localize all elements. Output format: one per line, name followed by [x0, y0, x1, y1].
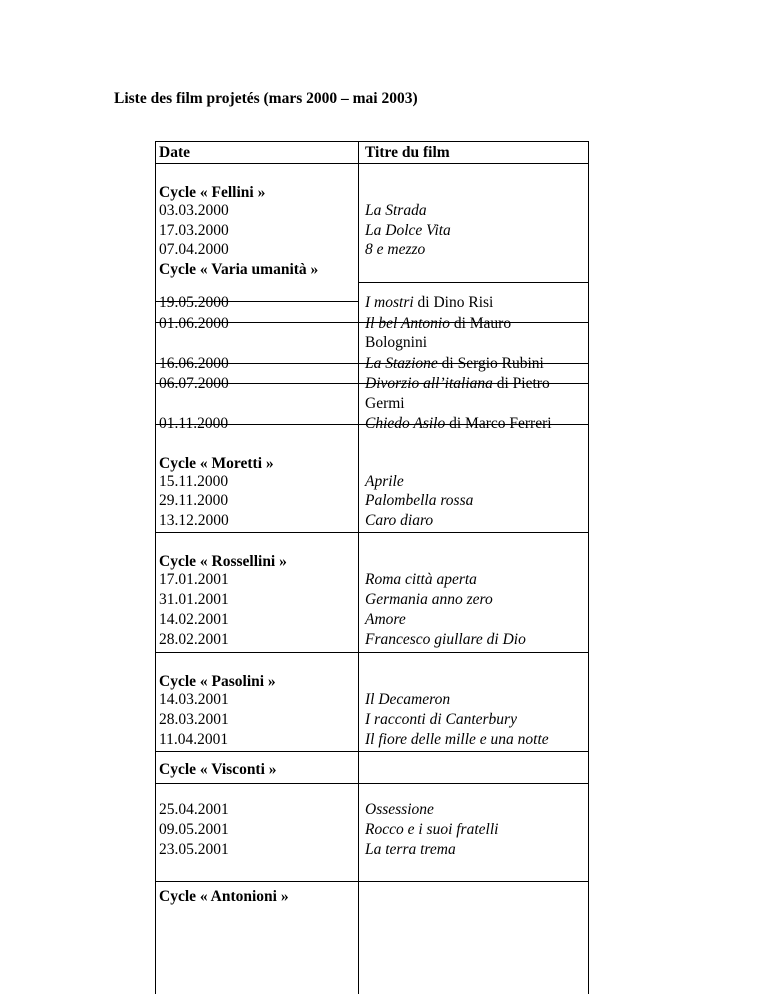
film-director: di Dino Risi [413, 294, 494, 311]
film-title: Roma città aperta [365, 571, 477, 588]
screening-date: 17.03.2000 [159, 222, 229, 239]
screening-date: 15.11.2000 [159, 473, 229, 490]
film-entry [365, 354, 544, 374]
film-entry [365, 374, 550, 394]
cycle-heading: Cycle « Fellini » [159, 184, 266, 201]
film-title: Aprile [365, 473, 404, 490]
screening-date: 07.04.2000 [159, 241, 229, 258]
film-title: La Stazione [365, 355, 438, 372]
row-divider [155, 751, 589, 752]
screening-date: 23.05.2001 [159, 841, 229, 858]
film-director: di Sergio Rubini [437, 355, 544, 372]
film-title: I racconti di Canterbury [365, 711, 517, 728]
screening-date: 29.11.2000 [159, 492, 229, 509]
film-title: I mostri [365, 294, 414, 311]
table-border-right [588, 141, 589, 994]
screening-date: 25.04.2001 [159, 801, 229, 818]
cycle-heading: Cycle « Visconti » [159, 761, 277, 778]
screening-date: 14.02.2001 [159, 611, 229, 628]
screening-date: 16.06.2000 [159, 355, 229, 372]
screening-date: 17.01.2001 [159, 571, 229, 588]
cycle-heading: Cycle « Antonioni » [159, 888, 289, 905]
table-border-left [155, 141, 156, 994]
row-divider [155, 163, 589, 164]
film-title: Chiedo Asilo [365, 415, 446, 432]
screening-date: 09.05.2001 [159, 821, 229, 838]
row-divider [155, 783, 589, 784]
film-title: Caro diaro [365, 512, 434, 529]
film-title: Il Decameron [365, 691, 451, 708]
film-title: 8 e mezzo [365, 241, 426, 258]
film-entry [365, 414, 552, 434]
film-entry [365, 314, 511, 334]
row-divider [155, 532, 589, 533]
film-director: di Pietro [492, 375, 550, 392]
row-divider [155, 652, 589, 653]
film-title: Il bel Antonio [365, 315, 450, 332]
film-director: di Mauro [449, 315, 512, 332]
film-title: Il fiore delle mille e una notte [365, 731, 549, 748]
screening-date: 01.11.2000 [159, 415, 229, 432]
film-title: Germania anno zero [365, 591, 493, 608]
screening-date: 13.12.2000 [159, 512, 229, 529]
film-title: Francesco giullare di Dio [365, 631, 526, 648]
document-title: Liste des film projetés (mars 2000 – mai 2003) [114, 90, 418, 107]
film-title: La Strada [365, 202, 427, 219]
screening-date: 06.07.2000 [159, 375, 229, 392]
film-title: Palombella rossa [365, 492, 474, 509]
screening-date: 11.04.2001 [159, 731, 229, 748]
header-date: Date [159, 144, 190, 161]
row-divider [155, 881, 589, 882]
screening-date: 28.03.2001 [159, 711, 229, 728]
header-film-title: Titre du film [365, 144, 450, 161]
cycle-heading: Cycle « Rossellini » [159, 553, 287, 570]
film-title: Amore [365, 611, 406, 628]
table-column-divider [358, 141, 359, 994]
film-title: Rocco e i suoi fratelli [365, 821, 499, 838]
screening-date: 14.03.2001 [159, 691, 229, 708]
screening-date: 31.01.2001 [159, 591, 229, 608]
film-director-continued: Germi [365, 395, 405, 412]
film-title: La Dolce Vita [365, 222, 451, 239]
cycle-heading: Cycle « Varia umanità » [159, 261, 319, 278]
film-title: La terra trema [365, 841, 456, 858]
cycle-heading: Cycle « Pasolini » [159, 673, 276, 690]
film-director-continued: Bolognini [365, 334, 428, 351]
cycle-heading: Cycle « Moretti » [159, 455, 274, 472]
film-director: di Marco Ferreri [445, 415, 552, 432]
film-entry [365, 293, 493, 313]
row-divider [358, 282, 589, 283]
screening-date: 19.05.2000 [159, 294, 229, 311]
film-title: Ossessione [365, 801, 434, 818]
film-table [155, 141, 589, 994]
film-title: Divorzio all’italiana [365, 375, 493, 392]
screening-date: 28.02.2001 [159, 631, 229, 648]
table-top-border [155, 141, 589, 142]
screening-date: 03.03.2000 [159, 202, 229, 219]
screening-date: 01.06.2000 [159, 315, 229, 332]
